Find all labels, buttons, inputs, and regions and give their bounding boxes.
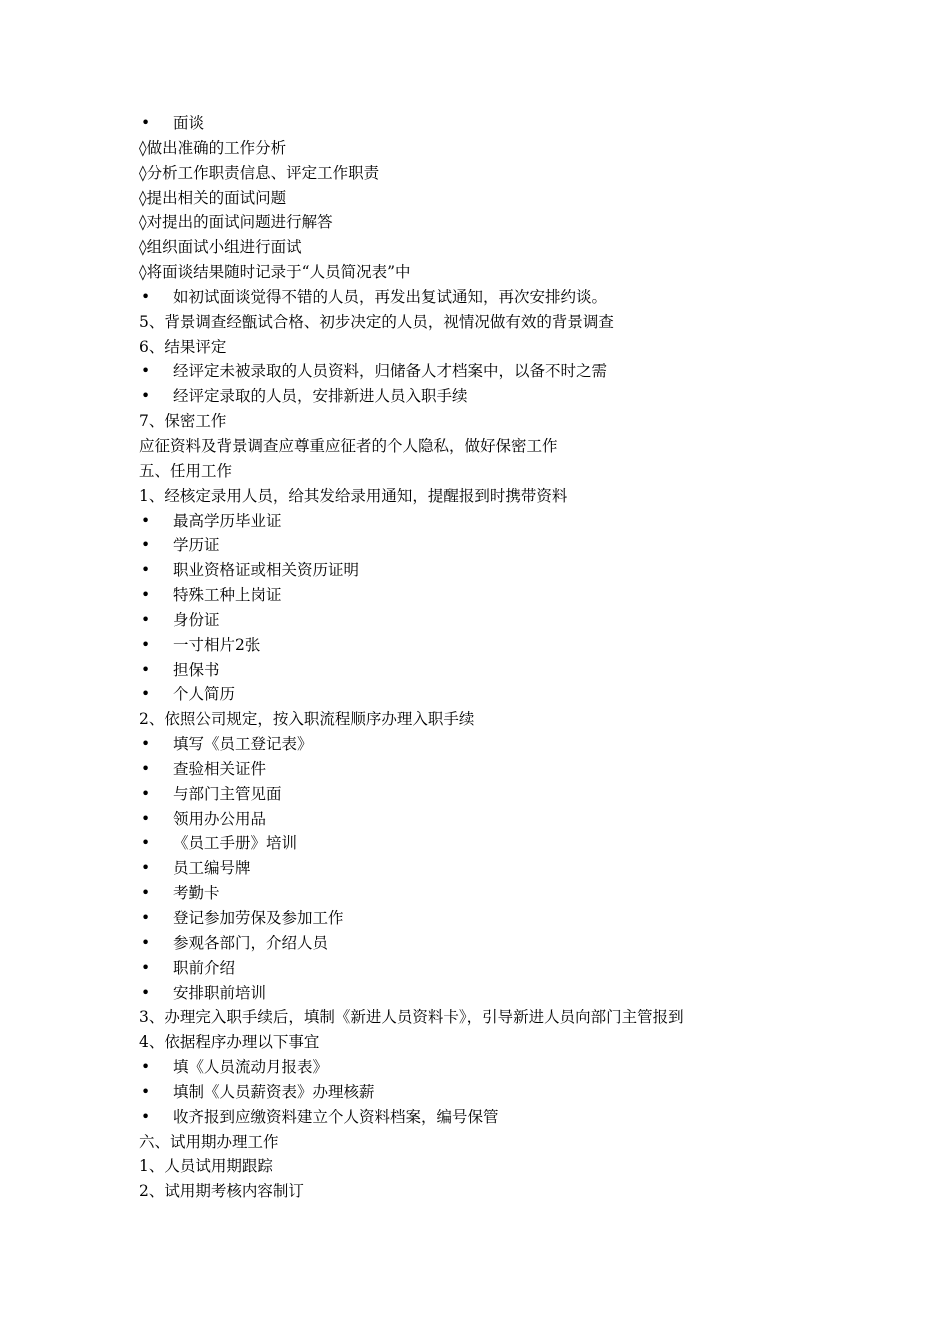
bullet-icon: • bbox=[141, 536, 151, 555]
bullet-list-item bbox=[139, 658, 919, 683]
line-text: 学历证 bbox=[173, 536, 220, 555]
bullet-icon: • bbox=[141, 1082, 151, 1101]
line-text: 7、保密工作 bbox=[139, 412, 227, 431]
text-line bbox=[139, 434, 919, 459]
bullet-icon: • bbox=[141, 114, 151, 132]
bullet-list-item bbox=[139, 1105, 919, 1130]
line-text: 职前介绍 bbox=[173, 958, 236, 977]
line-text: 4、依据程序办理以下事宜 bbox=[139, 1033, 320, 1052]
line-text: 安排职前培训 bbox=[173, 983, 267, 1002]
bullet-list-item bbox=[139, 583, 919, 608]
line-text: 6、结果评定 bbox=[139, 337, 227, 356]
text-line bbox=[139, 310, 919, 335]
bullet-icon: • bbox=[141, 635, 151, 654]
bullet-list-item bbox=[139, 881, 919, 906]
bullet-list-item bbox=[139, 906, 919, 931]
bullet-list-item bbox=[139, 285, 919, 310]
line-text: 1、人员试用期跟踪 bbox=[139, 1157, 273, 1176]
bullet-list-item bbox=[139, 856, 919, 881]
bullet-list-item bbox=[139, 509, 919, 534]
line-text: 身份证 bbox=[173, 610, 220, 629]
bullet-list-item bbox=[139, 956, 919, 981]
line-text: ◊组织面试小组进行面试 bbox=[139, 238, 302, 257]
line-text: 填制《人员薪资表》办理核薪 bbox=[173, 1082, 375, 1101]
line-text: ◊将面谈结果随时记录于“人员简况表”中 bbox=[139, 263, 411, 282]
bullet-icon: • bbox=[141, 884, 151, 903]
line-text: ◊分析工作职责信息、评定工作职责 bbox=[139, 163, 380, 182]
line-text: 领用办公用品 bbox=[173, 809, 267, 828]
line-text: ◊对提出的面试问题进行解答 bbox=[139, 213, 333, 232]
bullet-icon: • bbox=[141, 735, 151, 754]
line-text: 应征资料及背景调查应尊重应征者的个人隐私，做好保密工作 bbox=[139, 436, 558, 455]
bullet-list-item bbox=[139, 111, 919, 136]
text-line bbox=[139, 161, 919, 186]
bullet-icon: • bbox=[141, 784, 151, 803]
bullet-icon: • bbox=[141, 834, 151, 853]
bullet-icon: • bbox=[141, 933, 151, 952]
line-text: ◊提出相关的面试问题 bbox=[139, 188, 287, 207]
line-text: 最高学历毕业证 bbox=[173, 511, 282, 530]
bullet-icon: • bbox=[141, 909, 151, 927]
bullet-list-item bbox=[139, 384, 919, 409]
bullet-list-item bbox=[139, 608, 919, 633]
line-text: 经评定未被录取的人员资料，归储备人才档案中，以备不时之需 bbox=[173, 362, 608, 381]
line-text: 个人简历 bbox=[173, 685, 236, 704]
bullet-list-item bbox=[139, 359, 919, 384]
text-line bbox=[139, 1005, 919, 1030]
bullet-icon: • bbox=[141, 759, 151, 778]
line-text: 3、办理完入职手续后，填制《新进人员资料卡》，引导新进人员向部门主管报到 bbox=[139, 1008, 684, 1027]
line-text: 收齐报到应缴资料建立个人资料档案，编号保管 bbox=[173, 1107, 499, 1126]
bullet-list-item bbox=[139, 732, 919, 757]
bullet-icon: • bbox=[141, 287, 151, 306]
bullet-list-item bbox=[139, 533, 919, 558]
bullet-icon: • bbox=[141, 809, 151, 828]
text-line bbox=[139, 1130, 919, 1155]
text-line bbox=[139, 260, 919, 285]
line-text: 参观各部门，介绍人员 bbox=[173, 933, 329, 952]
text-line bbox=[139, 210, 919, 235]
bullet-icon: • bbox=[141, 1058, 151, 1077]
line-text: 一寸相片2张 bbox=[173, 635, 261, 654]
bullet-list-item bbox=[139, 1080, 919, 1105]
text-line bbox=[139, 335, 919, 360]
document-page bbox=[139, 111, 919, 1204]
line-text: 2、试用期考核内容制订 bbox=[139, 1182, 304, 1201]
line-text: 2、依照公司规定，按入职流程顺序办理入职手续 bbox=[139, 710, 475, 729]
text-line bbox=[139, 459, 919, 484]
bullet-icon: • bbox=[141, 958, 151, 977]
line-text: 职业资格证或相关资历证明 bbox=[173, 561, 360, 580]
line-text: 经评定录取的人员，安排新进人员入职手续 bbox=[173, 387, 468, 406]
bullet-list-item bbox=[139, 633, 919, 658]
bullet-icon: • bbox=[141, 610, 151, 629]
bullet-icon: • bbox=[141, 586, 151, 605]
text-line bbox=[139, 1154, 919, 1179]
bullet-icon: • bbox=[141, 983, 151, 1002]
text-line bbox=[139, 484, 919, 509]
bullet-icon: • bbox=[141, 561, 151, 580]
bullet-list-item bbox=[139, 931, 919, 956]
line-text: ◊做出准确的工作分析 bbox=[139, 138, 287, 157]
text-line bbox=[139, 409, 919, 434]
text-line bbox=[139, 136, 919, 161]
bullet-list-item bbox=[139, 1055, 919, 1080]
bullet-icon: • bbox=[141, 511, 151, 530]
line-text: 特殊工种上岗证 bbox=[173, 586, 282, 605]
text-line bbox=[139, 1179, 919, 1204]
text-line bbox=[139, 186, 919, 211]
bullet-icon: • bbox=[141, 685, 151, 704]
line-text: 填写《员工登记表》 bbox=[173, 735, 313, 754]
line-text: 面谈 bbox=[173, 114, 205, 132]
line-text: 六、试用期办理工作 bbox=[139, 1132, 279, 1151]
bullet-icon: • bbox=[141, 387, 151, 406]
text-line bbox=[139, 707, 919, 732]
bullet-list-item bbox=[139, 981, 919, 1006]
bullet-list-item bbox=[139, 682, 919, 707]
line-text: 如初试面谈觉得不错的人员，再发出复试通知，再次安排约谈。 bbox=[173, 287, 608, 306]
line-text: 查验相关证件 bbox=[173, 759, 267, 778]
line-text: 担保书 bbox=[173, 660, 220, 679]
bullet-list-item bbox=[139, 831, 919, 856]
bullet-list-item bbox=[139, 782, 919, 807]
bullet-list-item bbox=[139, 807, 919, 832]
bullet-list-item bbox=[139, 558, 919, 583]
line-text: 登记参加劳保及参加工作 bbox=[173, 909, 344, 927]
line-text: 与部门主管见面 bbox=[173, 784, 282, 803]
line-text: 《员工手册》培训 bbox=[173, 834, 298, 853]
line-text: 5、背景调查经甑试合格、初步决定的人员，视情况做有效的背景调查 bbox=[139, 312, 614, 331]
bullet-icon: • bbox=[141, 1107, 151, 1126]
text-line bbox=[139, 235, 919, 260]
bullet-icon: • bbox=[141, 362, 151, 381]
line-text: 填《人员流动月报表》 bbox=[173, 1058, 329, 1077]
bullet-icon: • bbox=[141, 859, 151, 878]
text-line bbox=[139, 1030, 919, 1055]
bullet-list-item bbox=[139, 757, 919, 782]
bullet-icon: • bbox=[141, 660, 151, 679]
line-text: 1、经核定录用人员，给其发给录用通知，提醒报到时携带资料 bbox=[139, 486, 568, 505]
line-text: 员工编号牌 bbox=[173, 859, 251, 878]
line-text: 五、任用工作 bbox=[139, 461, 233, 480]
line-text: 考勤卡 bbox=[173, 884, 220, 903]
